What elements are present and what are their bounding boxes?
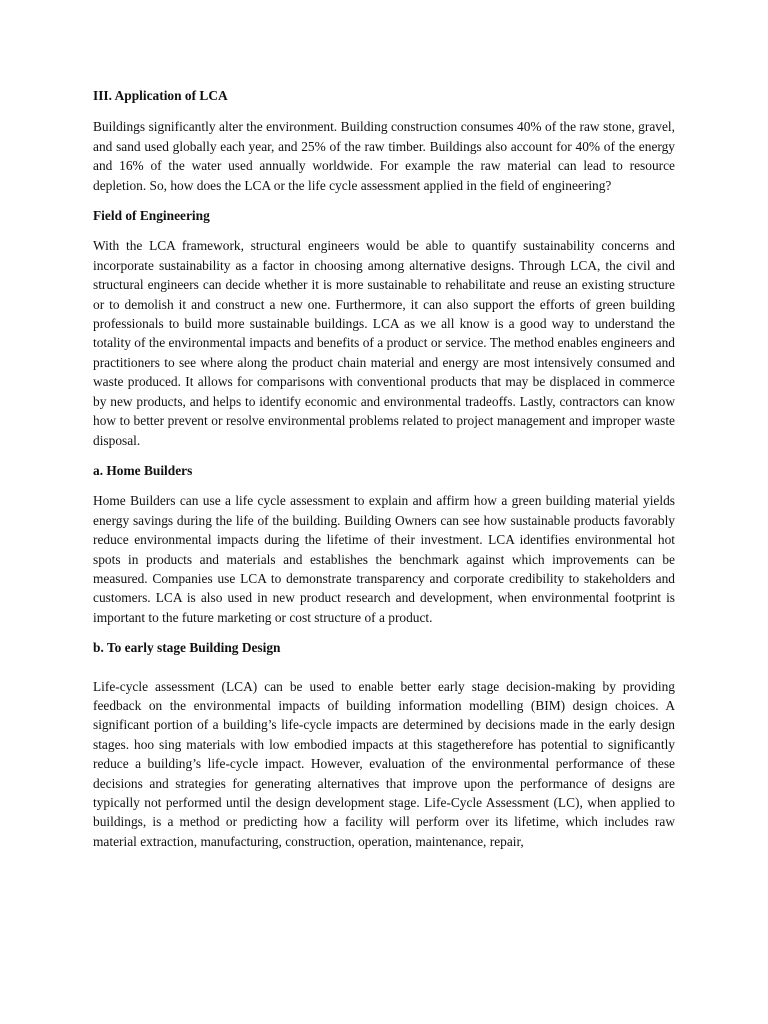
engineering-heading: Field of Engineering bbox=[93, 208, 210, 224]
home-builders-paragraph: Home Builders can use a life cycle assessment to explain and affirm how a green building material yields energy savings during the life of the building. Building Owners can see how sustainable products favorably reduce environmental impacts during the lifetime of their investment. LCA identifies environmental hot spots in products and materials and establishes the benchmark against which improvements can be measured. Companies use LCA to demonstrate transparency and corporate credibility to stakeholders and customers. LCA is also used in new product research and development, when environmental footprint is important to the future marketing or cost structure of a product. bbox=[93, 493, 675, 625]
intro-paragraph: Buildings significantly alter the environment. Building construction consumes 40% of the raw stone, gravel, and sand used globally each year, and 25% of the raw timber. Buildings also account for 40% of the energy and 16% of the water used annually worldwide. For example the raw material can lead to resource depletion. So, how does the LCA or the life cycle assessment applied in the field of engineering? bbox=[93, 119, 675, 193]
engineering-paragraph: With the LCA framework, structural engineers would be able to quantify sustainability concerns and incorporate sustainability as a factor in choosing among alternative designs. Through LCA, the civil and structural engineers can decide whether it is more sustainable to rehabilitate and reuse an existing structure or to demolish it and construct a new one. Furthermore, it can also support the efforts of green building professionals to build more sustainable buildings. LCA as we all know is a good way to understand the totality of the environmental impacts and benefits of a product or service. The method enables engineers and practitioners to see where along the product chain material and energy are most intensively consumed and waste produced. It allows for comparisons with conventional products that may be displaced in commerce by new products, and helps to identify economic and environmental tradeoffs. Lastly, contractors can know how to better prevent or resolve environmental problems related to project management and improper waste disposal. bbox=[93, 238, 675, 448]
early-design-heading: b. To early stage Building Design bbox=[93, 640, 281, 656]
early-design-paragraph: Life-cycle assessment (LCA) can be used to enable better early stage decision-making by providing feedback on the environmental impacts of building information modelling (BIM) design choices. A significant portion of a building’s life-cycle impacts are determined by decisions made in the early design stages. hoo sing materials with low embodied impacts at this stagetherefore has potential to significantly reduce a building’s life-cycle impact. However, evaluation of the environmental performance of these decisions and strategies for generating alternatives that improve upon the performance of designs are typically not performed until the design development stage. Life-Cycle Assessment (LC), when applied to buildings, is a method or predicting how a facility will perform over its lifetime, which includes raw material extraction, manufacturing, construction, operation, maintenance, repair, bbox=[93, 678, 675, 849]
document-page bbox=[93, 86, 675, 851]
home-builders-heading: a. Home Builders bbox=[93, 462, 193, 478]
section-title: III. Application of LCA bbox=[93, 88, 228, 103]
